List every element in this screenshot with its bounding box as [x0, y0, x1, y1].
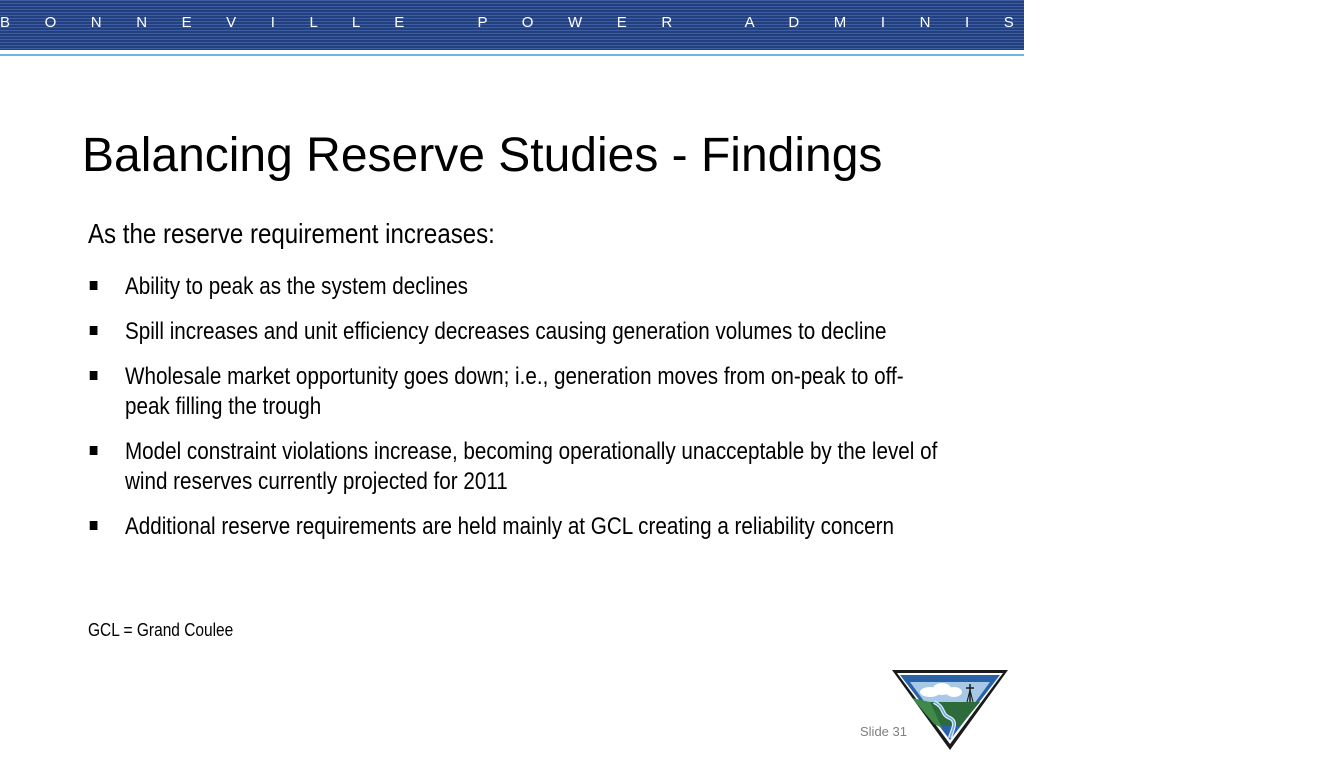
square-bullet-icon	[90, 446, 98, 455]
header-divider	[0, 54, 1024, 56]
square-bullet-icon	[90, 371, 98, 380]
intro-text: As the reserve requirement increases:	[88, 218, 495, 249]
header-band	[0, 0, 1334, 50]
square-bullet-icon	[90, 281, 98, 290]
bullet-list	[88, 272, 939, 557]
bullet-item	[88, 512, 939, 542]
footnote: GCL = Grand Coulee	[88, 620, 234, 640]
bullet-text: Additional reserve requirements are held mainly at GCL creating a reliability concern	[124, 513, 895, 540]
bullet-item	[88, 272, 939, 302]
bullet-text: Wholesale market opportunity goes down; i.e., generation moves from on-peak to off-peak filling the trough	[124, 363, 904, 420]
bullet-text: Ability to peak as the system declines	[124, 273, 468, 300]
slide-number: Slide 31	[860, 724, 907, 739]
bullet-item	[88, 362, 939, 422]
square-bullet-icon	[90, 326, 98, 335]
square-bullet-icon	[90, 521, 98, 530]
bullet-item	[88, 317, 939, 347]
organization-name: B O N N E V I L L E P O W E R A D M I N I S T R A T I O N	[0, 14, 1334, 31]
bullet-text: Model constraint violations increase, becoming operationally unacceptable by the level of wind reserves currently projected for 2011	[124, 438, 938, 495]
bpa-triangle-logo-icon	[890, 668, 1010, 752]
bullet-item	[88, 437, 939, 497]
slide-title: Balancing Reserve Studies - Findings	[82, 129, 883, 182]
bullet-text: Spill increases and unit efficiency decreases causing generation volumes to decline	[124, 318, 887, 345]
